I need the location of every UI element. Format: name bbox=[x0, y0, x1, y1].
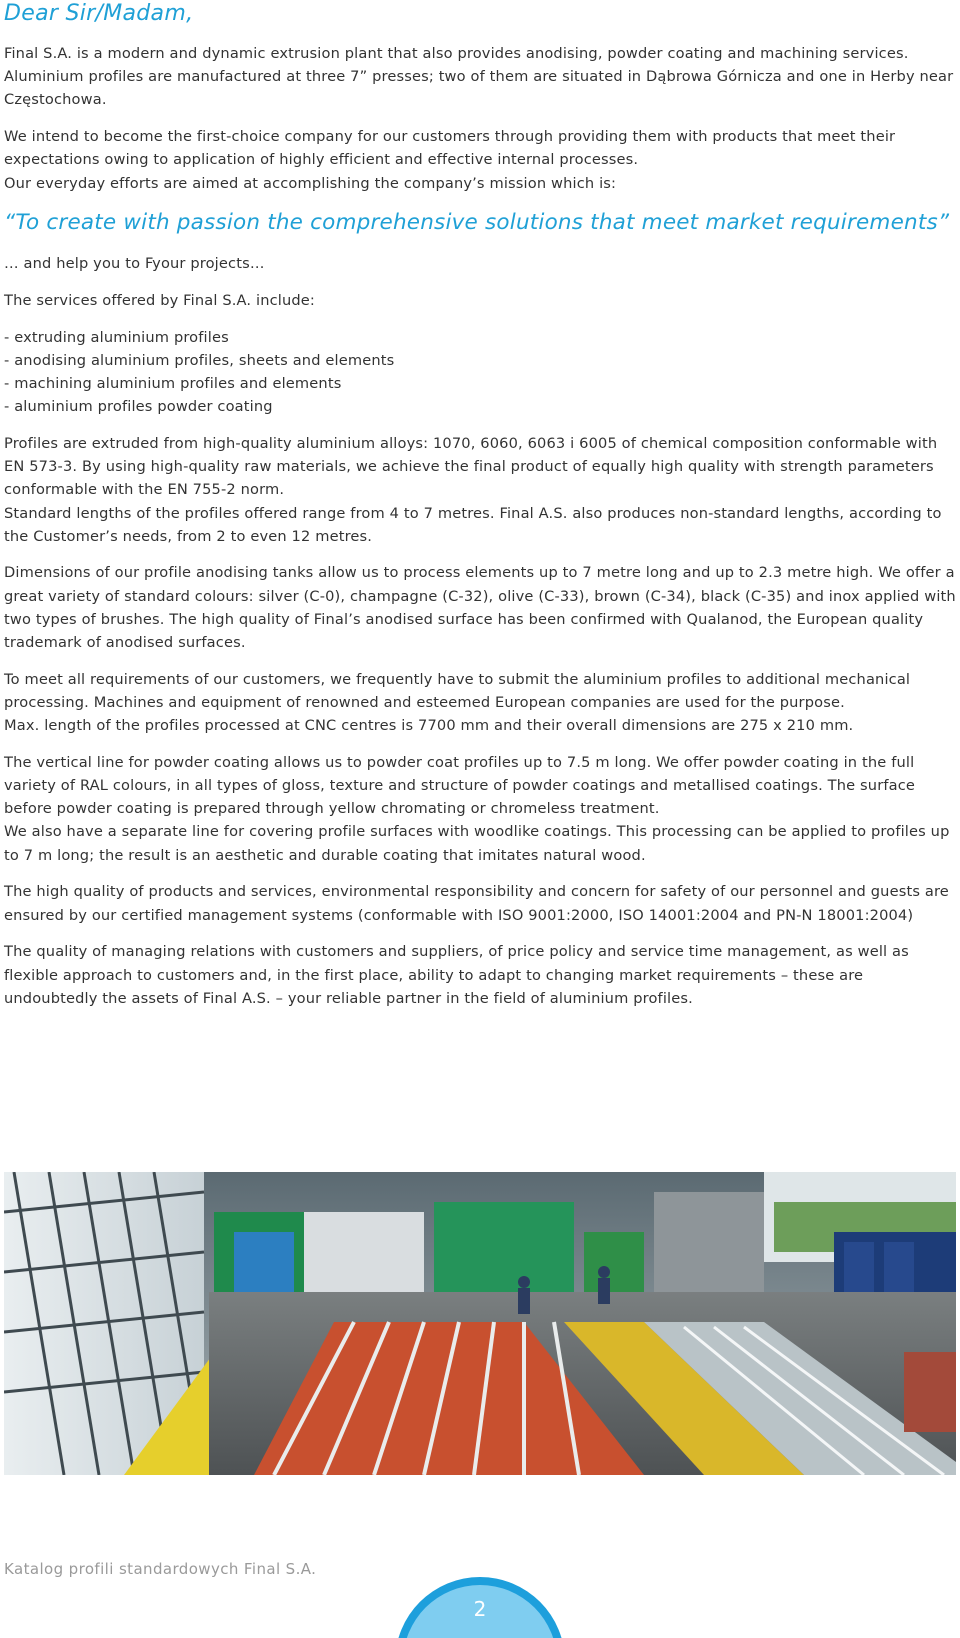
page-number-badge bbox=[395, 1577, 565, 1638]
cnc-paragraph: Max. length of the profiles processed at CNC centres is 7700 mm and their overall dimensions are 275 x 210 mm. bbox=[4, 717, 854, 735]
greeting-heading: Dear Sir/Madam, bbox=[4, 1, 194, 26]
factory-photo bbox=[4, 1172, 956, 1475]
page-number: 2 bbox=[473, 1597, 487, 1621]
services-list bbox=[4, 326, 956, 419]
list-item: - anodising aluminium profiles, sheets and elements bbox=[4, 349, 956, 372]
services-intro: The services offered by Final S.A. include: bbox=[4, 291, 316, 309]
list-item: - machining aluminium profiles and elements bbox=[4, 372, 956, 395]
list-item: - extruding aluminium profiles bbox=[4, 326, 956, 349]
machining-paragraph: To meet all requirements of our customers, we frequently have to submit the aluminium profiles to additional mechanical processing. Machines and equipment of renowned and esteemed European companies are used for the purpose. bbox=[4, 670, 911, 711]
lengths-paragraph: Standard lengths of the profiles offered range from 4 to 7 metres. Final A.S. also produces non-standard lengths, according to the Customer’s needs, from 2 to even 12 metres. bbox=[4, 504, 942, 545]
quality-paragraph: The high quality of products and services, environmental responsibility and concern for safety of our personnel and guests are ensured by our certified management systems (conformable with ISO 9001:2000, ISO 14001:2004 and PN-N 18001:2004) bbox=[4, 883, 949, 924]
assets-paragraph: The quality of managing relations with customers and suppliers, of price policy and service time management, as well as flexible approach to customers and, in the first place, ability to adapt to changing market requirements – these are undoubtedly the assets of Final A.S. – your reliable partner in the field of aluminium profiles. bbox=[4, 943, 909, 1007]
mission-intro-paragraph: Our everyday efforts are aimed at accomplishing the company’s mission which is: bbox=[4, 174, 617, 192]
powder-coating-paragraph: The vertical line for powder coating allows us to powder coat profiles up to 7.5 m long. We offer powder coating in the full variety of RAL colours, in all types of gloss, texture and structure of powder coatings and metallised coatings. The surface before powder coating is prepared through yellow chromating or chromeless treatment. bbox=[4, 753, 916, 818]
goal-paragraph: We intend to become the first-choice company for our customers through providing them with products that meet their expectations owing to application of highly efficient and effective internal processes. bbox=[4, 128, 896, 169]
body-text bbox=[4, 42, 956, 1023]
help-line: … and help you to Fyour projects… bbox=[4, 255, 265, 273]
list-item: - aluminium profiles powder coating bbox=[4, 395, 956, 418]
catalog-footer-title: Katalog profili standardowych Final S.A. bbox=[4, 1560, 317, 1578]
anodising-paragraph: Dimensions of our profile anodising tanks allow us to process elements up to 7 metre long and up to 2.3 metre high. We offer a great variety of standard colours: silver (C-0), champagne (C-32), olive (C-33), brown (C-34), black (C-35) and inox applied with two types of brushes. The high quality of Final’s anodised surface has been confirmed with Qualanod, the European quality trademark of anodised surfaces. bbox=[4, 564, 956, 652]
intro-paragraph: Final S.A. is a modern and dynamic extrusion plant that also provides anodising, powder coating and machining services. Aluminium profiles are manufactured at three 7” presses; two of them are situated in Dąbrowa Górnicza and one in Herby near Częstochowa. bbox=[4, 45, 954, 109]
woodlike-paragraph: We also have a separate line for covering profile surfaces with woodlike coatings. This processing can be applied to profiles up to 7 m long; the result is an aesthetic and durable coating that imitates natural wood. bbox=[4, 823, 950, 864]
factory-photo-illustration bbox=[4, 1172, 956, 1475]
company-motto: “To create with passion the comprehensive solutions that meet market requirements” bbox=[4, 210, 950, 236]
alloys-paragraph: Profiles are extruded from high-quality aluminium alloys: 1070, 6060, 6063 i 6005 of chemical composition conformable with EN 573-3. By using high-quality raw materials, we achieve the final product of equally high quality with strength parameters conformable with the EN 755-2 norm. bbox=[4, 434, 938, 499]
